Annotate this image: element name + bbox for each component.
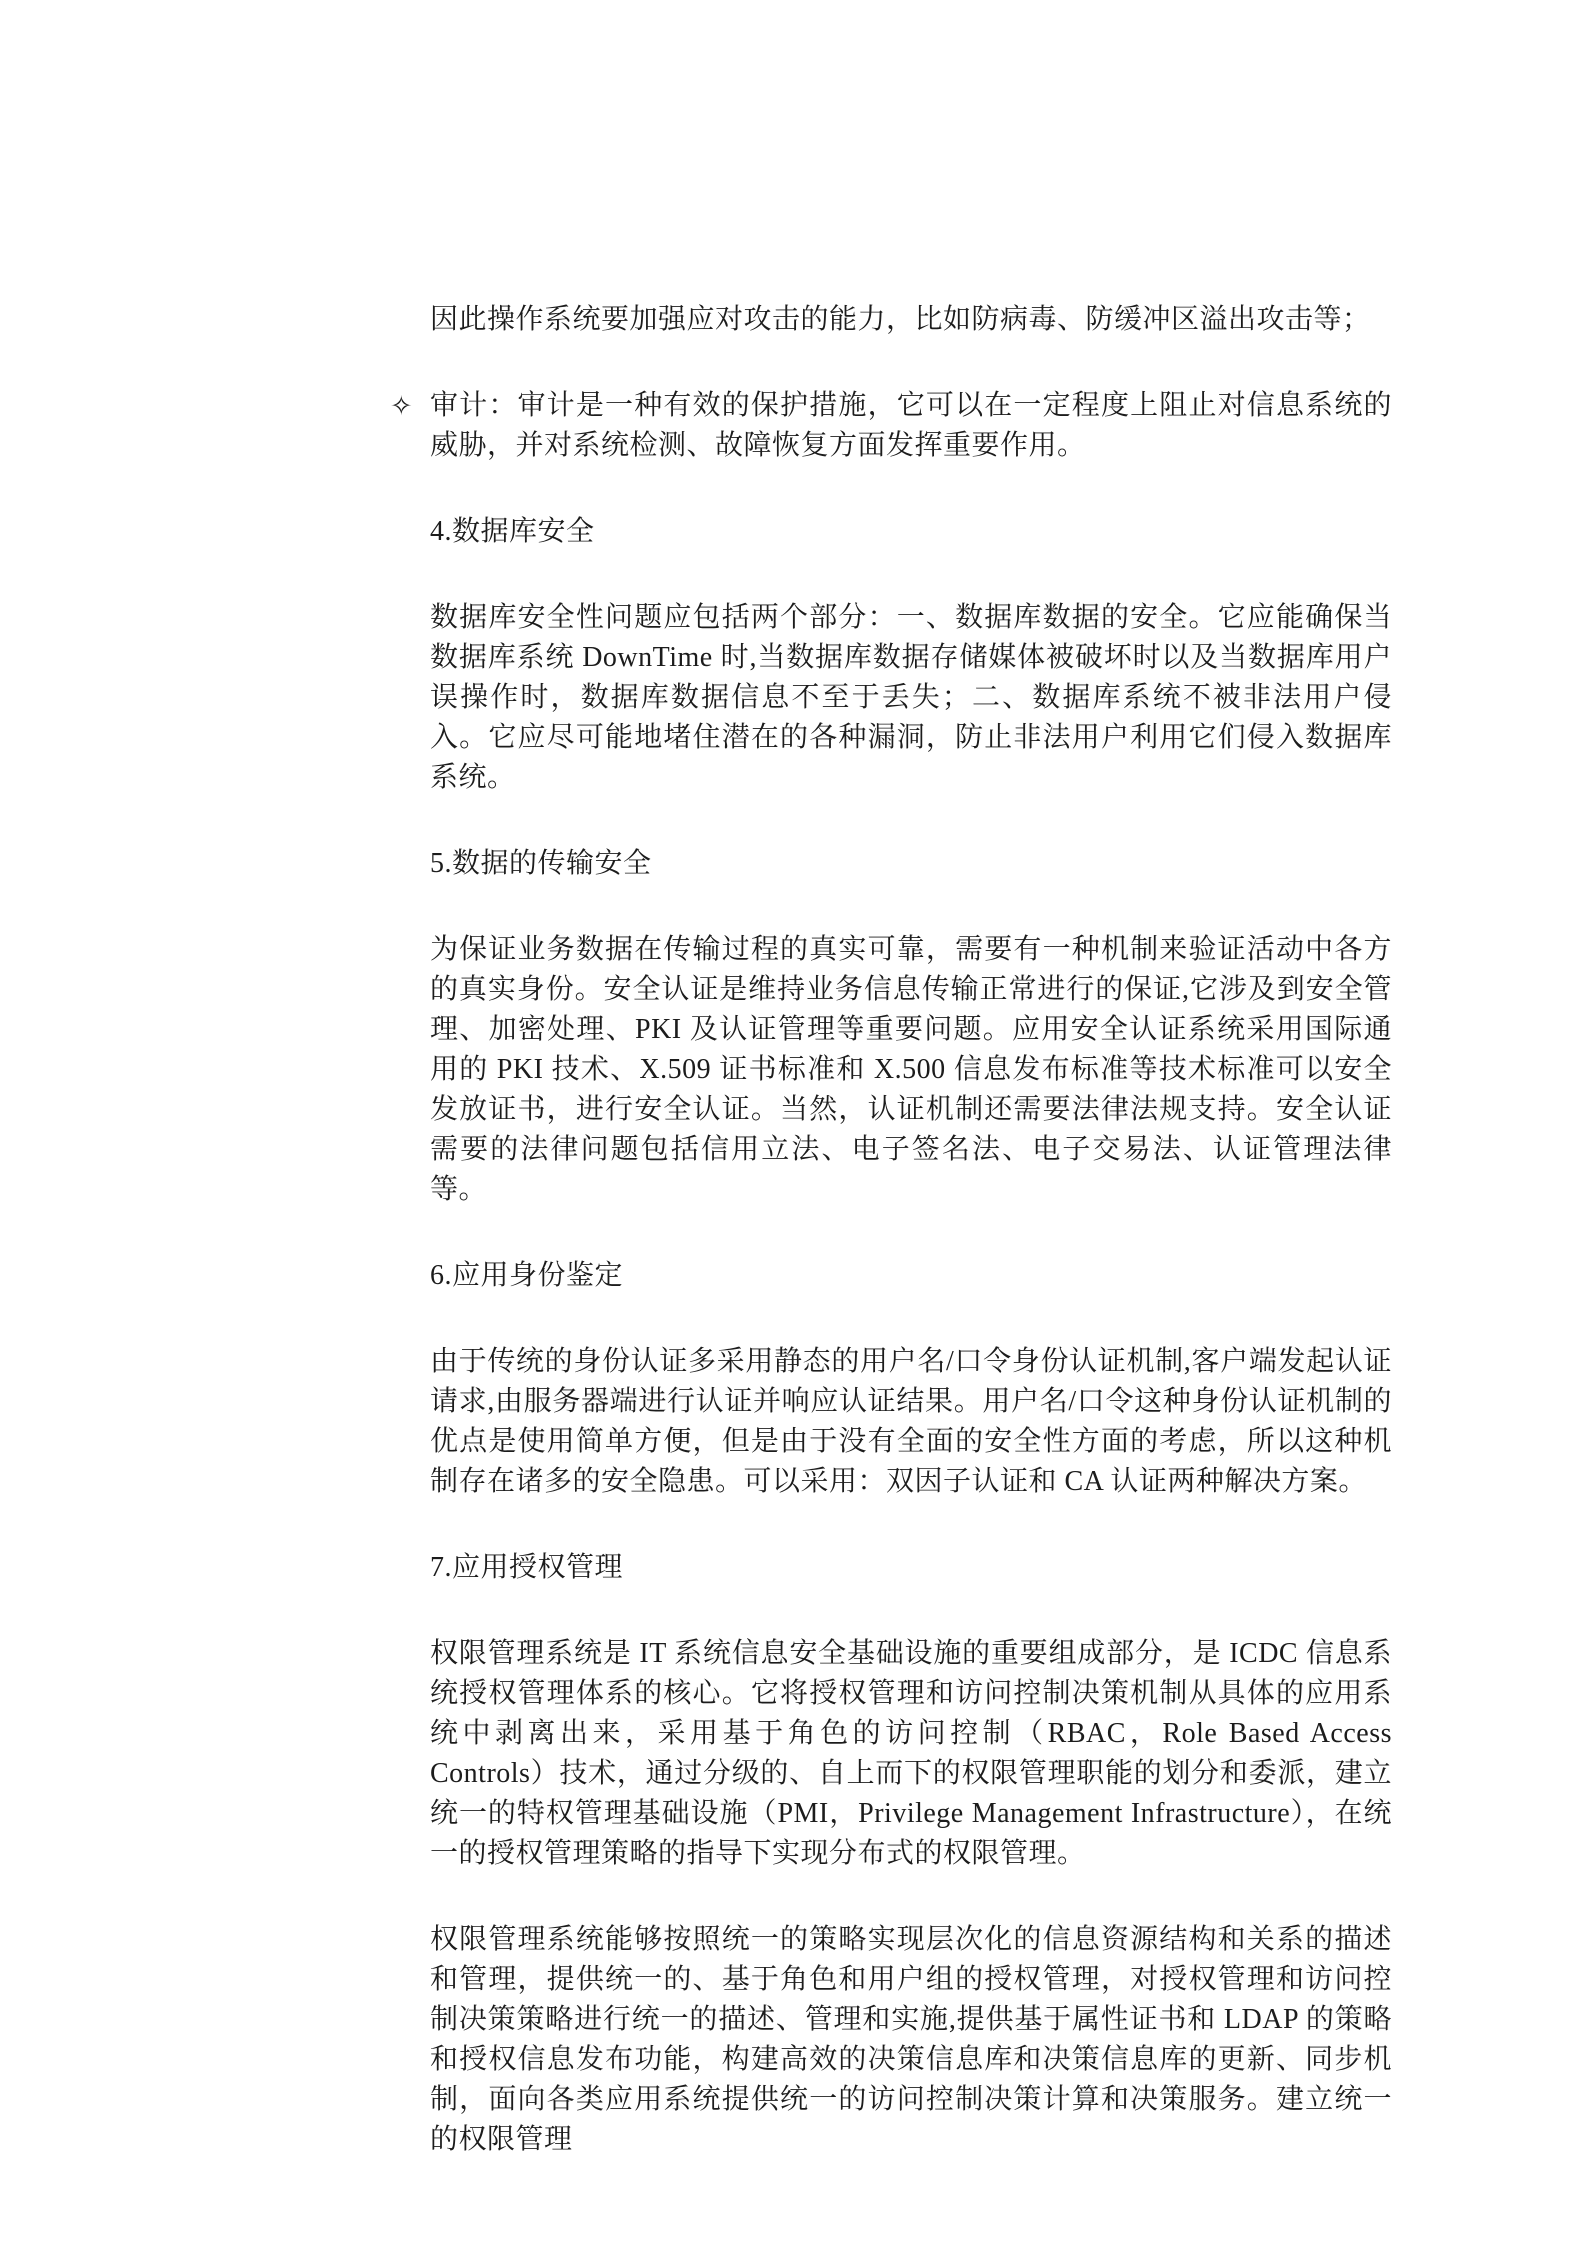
paragraph-database-security: 数据库安全性问题应包括两个部分：一、数据库数据的安全。它应能确保当数据库系统 DownTime 时,当数据库数据存储媒体被破坏时以及当数据库用户误操作时，数据库数据信息不至于丢失；二、数据库系统不被非法用户侵入。它应尽可能地堵住潜在的各种漏洞，防止非法用户利用它们侵入数据库系统。	[430, 602, 1392, 793]
heading-database-security: 4.数据库安全	[430, 516, 595, 547]
paragraph-data-transmission-security: 为保证业务数据在传输过程的真实可靠，需要有一种机制来验证活动中各方的真实身份。安全认证是维持业务信息传输正常进行的保证,它涉及到安全管理、加密处理、PKI 及认证管理等重要问题。应用安全认证系统采用国际通用的 PKI 技术、X.509 证书标准和 X.500 信息发布标准等技术标准可以安全发放证书，进行安全认证。当然，认证机制还需要法律法规支持。安全认证需要的法律问题包括信用立法、电子签名法、电子交易法、认证管理法律等。	[430, 934, 1392, 1205]
paragraph-authorization-management-2: 权限管理系统能够按照统一的策略实现层次化的信息资源结构和关系的描述和管理，提供统一的、基于角色和用户组的授权管理，对授权管理和访问控制决策策略进行统一的描述、管理和实施,提供基于属性证书和 LDAP 的策略和授权信息发布功能，构建高效的决策信息库和决策信息库的更新、同步机制，面向各类应用系统提供统一的访问控制决策计算和决策服务。建立统一的权限管理	[430, 1924, 1392, 2155]
diamond-bullet-icon: ✧	[390, 391, 414, 421]
continuation-paragraph: 因此操作系统要加强应对攻击的能力，比如防病毒、防缓冲区溢出攻击等；	[430, 304, 1371, 335]
paragraph-identity-authentication: 由于传统的身份认证多采用静态的用户名/口令身份认证机制,客户端发起认证请求,由服务器端进行认证并响应认证结果。用户名/口令这种身份认证机制的优点是使用简单方便，但是由于没有全面的安全性方面的考虑，所以这种机制存在诸多的安全隐患。可以采用：双因子认证和 CA 认证两种解决方案。	[430, 1346, 1392, 1497]
heading-data-transmission-security: 5.数据的传输安全	[430, 848, 652, 879]
bullet-item-audit	[390, 386, 1392, 466]
heading-identity-authentication: 6.应用身份鉴定	[430, 1260, 624, 1291]
document-body	[390, 300, 1392, 2160]
bullet-text-audit: 审计：审计是一种有效的保护措施，它可以在一定程度上阻止对信息系统的威胁，并对系统检测、故障恢复方面发挥重要作用。	[430, 390, 1392, 461]
paragraph-authorization-management-1: 权限管理系统是 IT 系统信息安全基础设施的重要组成部分，是 ICDC 信息系统授权管理体系的核心。它将授权管理和访问控制决策机制从具体的应用系统中剥离出来，采用基于角色的访问控制（RBAC，Role Based Access Controls）技术，通过分级的、自上而下的权限管理职能的划分和委派，建立统一的特权管理基础设施（PMI，Privilege Management Infrastructure），在统一的授权管理策略的指导下实现分布式的权限管理。	[430, 1638, 1392, 1869]
heading-authorization-management: 7.应用授权管理	[430, 1552, 624, 1583]
